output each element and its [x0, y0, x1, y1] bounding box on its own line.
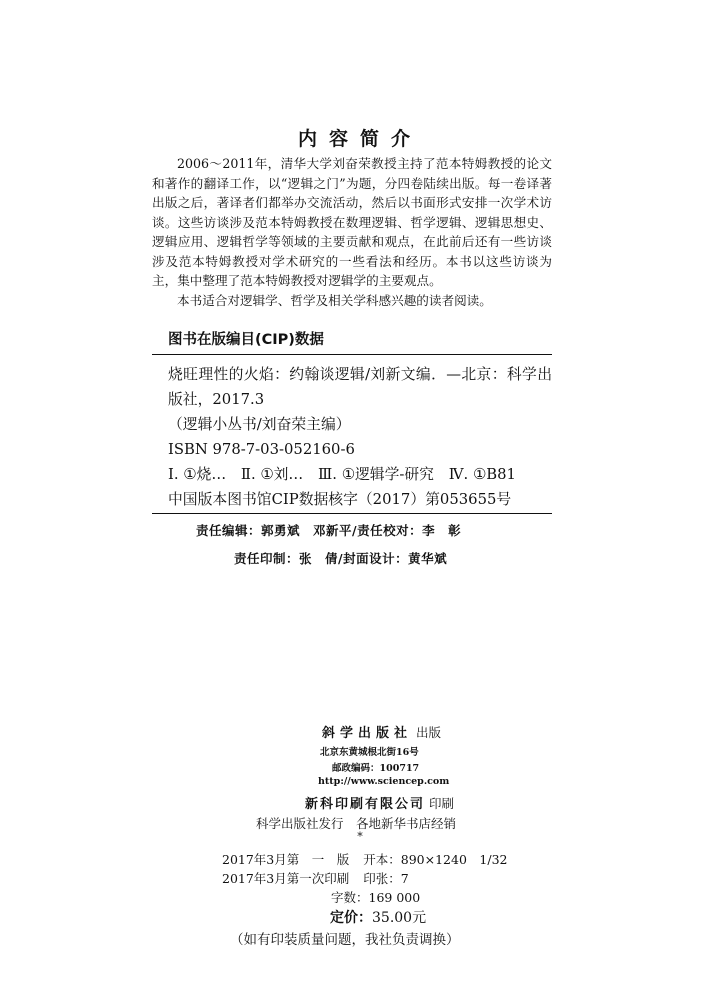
- publisher-suffix: 出版: [416, 725, 442, 740]
- format-size: 开本：890×1240 1/32: [363, 852, 508, 867]
- separator-star: *: [357, 830, 363, 843]
- cip-classification-line: Ⅰ. ①烧… Ⅱ. ①刘… Ⅲ. ①逻辑学-研究 Ⅳ. ①B81: [168, 466, 516, 483]
- printing-date: 2017年3月第一次印刷: [222, 871, 350, 886]
- price-label: 定价：: [330, 910, 372, 926]
- cip-heading: 图书在版编目(CIP)数据: [168, 332, 324, 348]
- printer-suffix: 印刷: [429, 796, 455, 811]
- publisher-name: 斜学出版社: [322, 726, 413, 741]
- edition-date: 2017年3月第 一 版: [222, 852, 350, 867]
- summary-title: 内容简介: [297, 128, 422, 150]
- summary-paragraph: 本书适合对逻辑学、哲学及相关学科感兴趣的读者阅读。: [177, 292, 492, 308]
- quality-note: （如有印装质量问题，我社负责调换）: [230, 932, 460, 948]
- price-line: [0, 907, 720, 927]
- cip-divider-top: [152, 354, 552, 355]
- printer-name: 新科印刷有限公司: [305, 797, 426, 812]
- edition-line: [0, 850, 720, 868]
- price-value: 35.00元: [372, 910, 427, 926]
- cip-record-line: 中国版本图书馆CIP数据核字（2017）第053655号: [168, 491, 512, 508]
- printer-line: [0, 793, 720, 812]
- credits-production: 责任印制：张 倩/封面设计：黄华斌: [234, 551, 448, 566]
- publisher-postcode: 邮政编码：100717: [332, 763, 420, 774]
- summary-text: [152, 154, 552, 310]
- publisher-line: [0, 722, 720, 741]
- printing-line: [0, 869, 720, 887]
- summary-paragraph: 2006～2011年，清华大学刘奋荣教授主持了范本特姆教授的论文和著作的翻译工作，以“逻辑之门”为题，分四卷陆续出版。每一卷译著出版之后，著译者们都举办交流活动，然后以书面形式安排一次学术访谈。这些访谈涉及范本特姆教授在数理逻辑、哲学逻辑、逻辑思想史、逻辑应用、逻辑哲学等领域的主要贡献和观点，在此前后还有一些访谈涉及范本特姆教授对学术研究的一些看法和经历。本书以这些访谈为主，集中整理了范本特姆教授对逻辑学的主要观点。: [152, 156, 552, 288]
- cip-isbn-line: ISBN 978-7-03-052160-6: [168, 441, 355, 458]
- credits-editors: 责任编辑：郭勇斌 邓新平/责任校对：李 彰: [196, 523, 462, 538]
- word-count: 字数：169 000: [331, 890, 421, 905]
- cip-divider-bottom: [152, 513, 552, 514]
- cip-series-line: （逻辑小丛书/刘奋荣主编）: [168, 416, 351, 433]
- printed-sheets: 印张：7: [363, 871, 409, 886]
- cip-block: [168, 362, 552, 512]
- cip-title-line: 烧旺理性的火焰：约翰谈逻辑/刘新文编．—北京：科学出版社，2017.3: [168, 366, 552, 408]
- publisher-url: http://www.sciencep.com: [318, 776, 450, 787]
- distribution-line: 科学出版社发行 各地新华书店经销: [256, 816, 457, 831]
- publisher-address: 北京东黄城根北街16号: [320, 747, 419, 758]
